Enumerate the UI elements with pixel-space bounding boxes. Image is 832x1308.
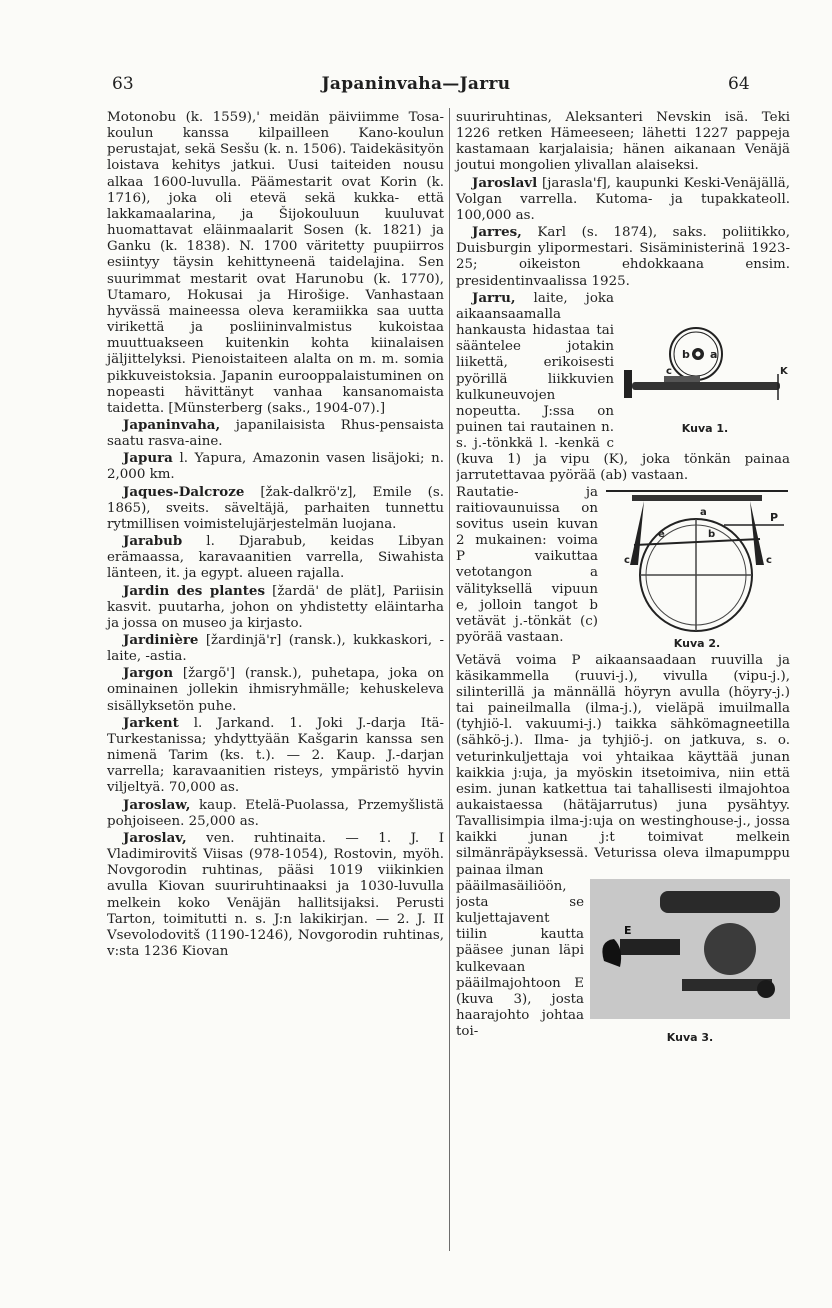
- entry-jarres: [456, 224, 790, 290]
- entry-text-continued: Rautatie- ja raitiovaunuissa on sovitus usein kuvan 2 mukainen: voima P vaikuttaa vetotangon a välityksellä vipuun e, jolloin tangot b vetävät j.-tönkät (c) pyörää vastaan.: [456, 484, 598, 645]
- headword: Jarru,: [472, 289, 516, 306]
- headword: Japura: [123, 450, 173, 467]
- figure-label: c: [624, 554, 630, 566]
- jarru-figure-2-block: [456, 485, 790, 653]
- entry-jarabub: [107, 533, 444, 582]
- headword: Jaroslavl: [472, 174, 538, 191]
- headword: Jargon: [123, 665, 174, 682]
- entry-text-part: laite, joka aikaansaamalla hankausta hidastaa tai sääntelee jotakin liikettä, erikoisesti pyörillä liikkuvien kulkuneuvojen nopeutta. J:ssa on puinen tai rautainen n. s. j.-tönkkä l. -kenkä c (kuva 1) ja vipu (K), joka tönkän painaa jarrutettavaa pyörää (ab) vastaan.: [456, 290, 790, 484]
- entry-jarru: [456, 290, 790, 485]
- figure-label: b: [708, 528, 716, 540]
- jarru-figure-3-block: [456, 879, 790, 1047]
- figure-label: c: [666, 365, 672, 377]
- entry-text-continued: pääilmasäiliöön, josta se kuljettajavent tiilin kautta pääsee junan läpi kulkevaan pääilmajohtoon E (kuva 3), josta haarajohto johtaa toi-: [456, 878, 584, 1040]
- figure-caption: Kuva 2.: [673, 636, 721, 650]
- entry-text: [žargõ'] (ransk.), puhetapa, joka on ominainen jollekin ihmisryhmälle; kehuskeleva sisällyksetön puhe.: [107, 666, 444, 714]
- running-title: Japaninvaha—Jarru: [321, 74, 511, 94]
- headword: Jaroslav,: [123, 829, 187, 846]
- entry-text: [jarasla'f], kaupunki Keski-Venäjällä, Volgan varrella. Kutoma- ja tupakkateoll. 100,000 as.: [456, 175, 790, 223]
- entry-text: kaup. Etelä-Puolassa, Przemyšlistä pohjoiseen. 25,000 as.: [107, 797, 444, 829]
- entry-japura: [107, 450, 444, 483]
- paragraph: Motonobu (k. 1559),' meidän päiviimme Tosa-koulun kanssa kilpailleen Kano-koulun perustajat, sekä Sesšu (k. n. 1506). Taidekäsityön loistava kehitys jatkui. Uusi taiteiden nousu alkaa 1600-luvulla. Päämestarit ovat Korin (k. 1716), joka oli etevä sekä kukka- että lakkamaalarina, ja Šijokouluun kuuluvat huomattavat eläinmaalarit Sosen (k. 1821) ja Ganku (k. 1838). N. 1700 väritetty puupiirros esiintyy täysin kehittyneenä taidelajina. Sen suurimmat mestarit ovat Harunobu (k. 1770), Utamaro, Hokusai ja Hirošige. Vanhastaan hyvässä maineessa oleva keramiikka saa uutta virikettä ja posliininvalmistus kukoistaa muuttuakseen kuitenkin kohta kiinalaisen jäljittelyksi. Pienoistaiteen alalta on m. m. somia pikkuveistoksia. Japanin eurooppalaistuminen on nopeasti hävittänyt vanhaa kansanomaista taidetta. [Münsterberg (saks., 1904-07).]: [107, 110, 445, 416]
- entry-jarkent: [107, 715, 444, 797]
- figure-kuva-2: [604, 485, 790, 651]
- page-number-right: 64: [728, 74, 750, 94]
- entry-text: l. Yapura, Amazonin vasen lisäjoki; n. 2,000 km.: [107, 451, 444, 483]
- entry-text-continued: Vetävä voima P aikaansaadaan ruuvilla ja käsikammella (ruuvi-j.), vivulla (vipu-j.), silinterillä ja männällä höyryn avulla (höyry-j.) tai paineilmalla (ilma-j.), vieläpä imuilmalla (tyhjiö-l. vakuumi-j.) taikka sähkömagneetilla (sähkö-j.). Ilma- ja tyhjiö-j. on jatkuva, s. o. veturinkuljettaja voi yhtaikaa käyttää junan kaikkia j:uja, ja myöskin itsetoimiva, niin että esim. junan katkettua tai tahallisesti ilmajohtoa aukaistaessa (hätäjarrutus) juna pysähtyy. Tavallisimpia ilma-j:uja on westinghouse-j., jossa kaikki junan j:t toimivat melkein silmänräpäyksessä. Veturissa oleva ilmapumppu painaa ilman: [456, 652, 790, 878]
- entry-text: Karl (s. 1874), saks. poliitikko, Duisburgin ylipormestari. Sisäministerinä 1923-25; oikeiston ehdokkaana ensim. presidentinvaalissa 1925.: [456, 225, 790, 289]
- entry-text: [žardinjä'r] (ransk.), kukkaskori, -laite, -astia.: [107, 633, 444, 665]
- air-brake-photo-drawing: [590, 879, 790, 1019]
- entry-text: l. Jarkand. 1. Joki J.-darja Itä-Turkestanissa; yhdyttyään Kašgarin kanssa sen nimenä Tarim (ks. t.). — 2. Kaup. J.-darjan varrella; karavaanitien risteys, ympäristö hyvin viljeltyä. 70,000 as.: [107, 715, 444, 796]
- entry-jargon: [107, 665, 444, 714]
- figure-caption: Kuva 3.: [666, 1030, 714, 1044]
- entry-text: japanilaisista Rhus-pensaista saatu rasva-aine.: [107, 417, 444, 450]
- headword: Jarkent: [123, 714, 179, 731]
- figure-label: a: [710, 347, 718, 361]
- figure-label: a: [700, 506, 707, 518]
- entry-japaninvaha: [107, 417, 444, 450]
- figure-label: e: [658, 528, 665, 540]
- page-number-left: 63: [112, 74, 134, 94]
- headword: Jardin des plantes: [123, 582, 265, 599]
- figure-label: c: [766, 554, 772, 566]
- left-column: [107, 110, 444, 960]
- entry-text: [žak-dalkrö'z], Emile (s. 1865), sveits. säveltäjä, parhaiten tunnettu rytmillisen voimistelujärjestelmän luojana.: [107, 484, 444, 532]
- headword: Jaques-Dalcroze: [123, 483, 245, 500]
- entry-text: ven. ruhtinaita. — 1. J. I Vladimirovitš Viisas (978-1054), Rostovin, myöh. Novgorodin ruhtinas, pääsi 1019 viikinkien avulla Kiovan suuriruhtinaaksi ja 1030-luvulla melkein koko Venäjän hallitsijaksi. Perusti Tarton, toimitutti n. s. J:n lakikirjan. — 2. J. II Vsevolodovitš (1190-1246), Novgorodin ruhtinas, v:sta 1236 Kiovan: [107, 830, 444, 959]
- figure-kuva-1: [620, 324, 790, 436]
- figure-label: b: [682, 347, 690, 361]
- figure-caption: Kuva 1.: [681, 421, 729, 435]
- column-divider: [449, 108, 450, 1251]
- entry-jardin-des-plantes: [107, 583, 444, 632]
- figure-label: P: [770, 510, 779, 524]
- figure-label: E: [624, 923, 632, 937]
- railway-brake-drawing: [604, 485, 790, 635]
- headword: Jarres,: [472, 224, 522, 241]
- entry-text: l. Djarabub, keidas Libyan erämaassa, karavaanitien varrella, Siwahista länteen, it. ja egypt. alueen rajalla.: [107, 534, 444, 582]
- entry-jaroslav: [107, 830, 444, 960]
- brake-lever-drawing: [620, 324, 790, 420]
- entry-jardiniere: [107, 632, 444, 665]
- figure-label: K: [780, 365, 788, 377]
- figure-kuva-3: [590, 879, 790, 1045]
- entry-text: [žardä' de plät], Pariisin kasvit. puutarha, johon on yhdistetty eläintarha ja jossa on museo ja kirjasto.: [107, 583, 444, 631]
- headword: Jaroslaw,: [123, 796, 191, 813]
- paragraph: suuriruhtinas, Aleksanteri Nevskin isä. Teki 1226 retken Hämeeseen; lähetti 1227 pappeja kastamaan karjalaisia; hänen aikanaan Venäjä joutui mongolien ylivallan alaiseksi.: [456, 110, 790, 174]
- entry-jaroslaw: [107, 797, 444, 830]
- headword: Jarabub: [123, 533, 183, 550]
- right-column: [456, 110, 790, 1047]
- entry-jaques-dalcroze: [107, 484, 444, 533]
- headword: Japaninvaha,: [123, 416, 221, 433]
- headword: Jardinière: [123, 632, 199, 648]
- entry-jaroslavl: [456, 175, 790, 224]
